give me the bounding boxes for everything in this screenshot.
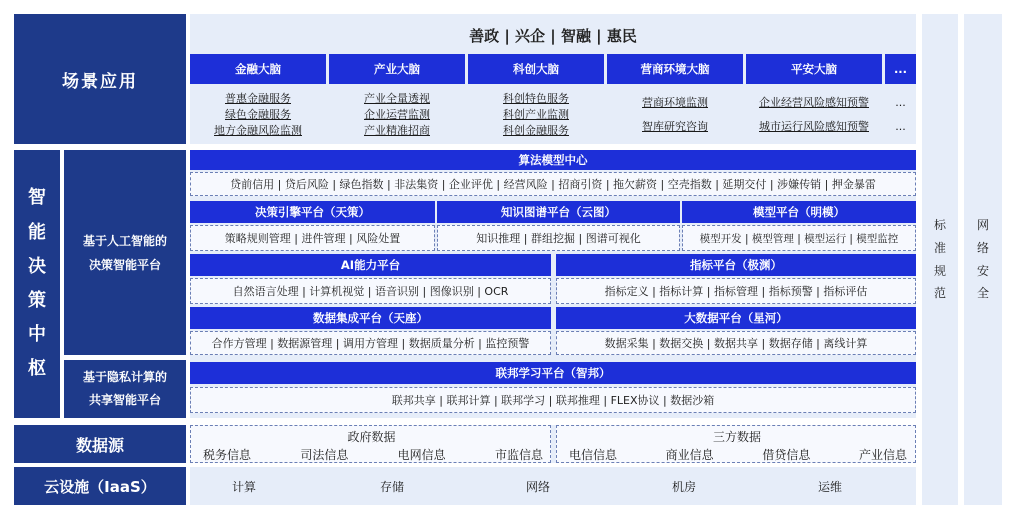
scene-item[interactable]: 地方金融风险监测 xyxy=(214,124,302,137)
scene-item[interactable]: 城市运行风险感知预警 xyxy=(759,120,869,133)
scene-item[interactable]: 智库研究咨询 xyxy=(642,120,708,133)
decision-hub-label xyxy=(14,150,60,418)
scene-item[interactable]: 科创产业监测 xyxy=(503,108,569,121)
federated-learning-items: 联邦共享 | 联邦计算 | 联邦学习 | 联邦推理 | FLEX协议 | 数据沙箱 xyxy=(190,387,916,413)
model-platform-header: 模型平台（明模） xyxy=(682,201,916,223)
algo-center-header: 算法模型中心 xyxy=(190,150,916,170)
scene-application-label: 场景应用 xyxy=(14,14,186,144)
scene-header-more: ... xyxy=(885,54,916,84)
scene-header-business-env: 营商环境大脑 xyxy=(607,54,743,84)
page-title: 善政 | 兴企 | 智融 | 惠民 xyxy=(469,26,637,45)
data-source-item: 电信信息 xyxy=(569,448,618,462)
decision-char: 智 xyxy=(28,187,46,209)
cloud-item: 计算 xyxy=(232,479,257,494)
gov-data-title: 政府数据 xyxy=(347,429,396,444)
knowledge-graph-header: 知识图谱平台（云图） xyxy=(437,201,680,223)
scene-items-safety xyxy=(746,88,882,142)
cloud-item: 机房 xyxy=(672,479,697,494)
scene-items-business-env xyxy=(607,88,743,142)
federated-learning-header: 联邦学习平台（智邦） xyxy=(190,362,916,384)
cloud-item: 存储 xyxy=(380,479,405,494)
metric-platform-items: 指标定义 | 指标计算 | 指标管理 | 指标预警 | 指标评估 xyxy=(556,278,916,304)
data-source-item: 借贷信息 xyxy=(762,448,811,462)
scene-item[interactable]: 科创特色服务 xyxy=(503,92,569,105)
scene-item[interactable]: 绿色金融服务 xyxy=(225,108,291,121)
metric-platform-header: 指标平台（极渊） xyxy=(556,254,916,276)
scene-header-finance: 金融大脑 xyxy=(190,54,326,84)
gov-data-box xyxy=(190,425,551,463)
third-party-data-title: 三方数据 xyxy=(712,429,761,444)
scene-item[interactable]: 产业全量透视 xyxy=(364,92,430,105)
ai-capability-items: 自然语言处理 | 计算机视觉 | 语音识别 | 图像识别 | OCR xyxy=(190,278,551,304)
privacy-platform-label: 基于隐私计算的 共享智能平台 xyxy=(64,360,186,418)
network-security-column: 网 络 安 全 xyxy=(964,14,1002,505)
scene-item[interactable]: 企业运营监测 xyxy=(364,108,430,121)
cloud-item: 网络 xyxy=(526,479,551,494)
scene-items-finance xyxy=(190,88,326,142)
scene-items-innovation xyxy=(468,88,604,142)
model-platform-items: 模型开发 | 模型管理 | 模型运行 | 模型监控 xyxy=(682,225,916,251)
cloud-item: 运维 xyxy=(818,479,843,494)
data-source-item: 市监信息 xyxy=(494,448,543,462)
data-source-item: 司法信息 xyxy=(300,448,349,462)
cloud-infra-label: 云设施（IaaS） xyxy=(14,467,186,505)
scene-items-more: ... ... xyxy=(895,96,906,133)
data-source-item: 税务信息 xyxy=(203,448,252,462)
decision-engine-header: 决策引擎平台（天策） xyxy=(190,201,435,223)
standards-column: 标 准 规 范 xyxy=(922,14,958,505)
big-data-items: 数据采集 | 数据交换 | 数据共享 | 数据存储 | 离线计算 xyxy=(556,331,916,355)
scene-items-industry xyxy=(329,88,465,142)
big-data-header: 大数据平台（星河） xyxy=(556,307,916,329)
scene-header-safety: 平安大脑 xyxy=(746,54,882,84)
ai-decision-platform-label: 基于人工智能的 决策智能平台 xyxy=(64,150,186,355)
cloud-items xyxy=(190,467,916,505)
data-source-item: 电网信息 xyxy=(397,448,446,462)
decision-engine-items: 策略规则管理 | 进件管理 | 风险处置 xyxy=(190,225,435,251)
data-source-label: 数据源 xyxy=(14,425,186,463)
data-integration-header: 数据集成平台（天座） xyxy=(190,307,551,329)
scene-header-industry: 产业大脑 xyxy=(329,54,465,84)
scene-item[interactable]: 科创金融服务 xyxy=(503,124,569,137)
scene-header-innovation: 科创大脑 xyxy=(468,54,604,84)
decision-char: 决 xyxy=(28,255,46,277)
algo-center-items: 贷前信用 | 贷后风险 | 绿色指数 | 非法集资 | 企业评优 | 经营风险 | 招商引资 | 拖欠薪资 | 空壳指数 | 延期交付 | 涉嫌传销 | 押金暴雷 xyxy=(190,172,916,196)
decision-char: 能 xyxy=(28,221,46,243)
decision-char: 策 xyxy=(28,290,46,311)
decision-char: 枢 xyxy=(28,358,46,380)
ai-capability-header: AI能力平台 xyxy=(190,254,551,276)
third-party-data-box xyxy=(556,425,916,463)
decision-char: 中 xyxy=(28,324,46,346)
scene-item[interactable]: 普惠金融服务 xyxy=(225,92,291,105)
scene-item[interactable]: 产业精准招商 xyxy=(364,124,430,137)
scene-item[interactable]: 企业经营风险感知预警 xyxy=(759,96,869,109)
data-integration-items: 合作方管理 | 数据源管理 | 调用方管理 | 数据质量分析 | 监控预警 xyxy=(190,331,551,355)
data-source-item: 产业信息 xyxy=(858,448,907,462)
scene-item[interactable]: 营商环境监测 xyxy=(642,96,708,109)
data-source-item: 商业信息 xyxy=(665,448,714,462)
knowledge-graph-items: 知识推理 | 群组挖掘 | 图谱可视化 xyxy=(437,225,680,251)
